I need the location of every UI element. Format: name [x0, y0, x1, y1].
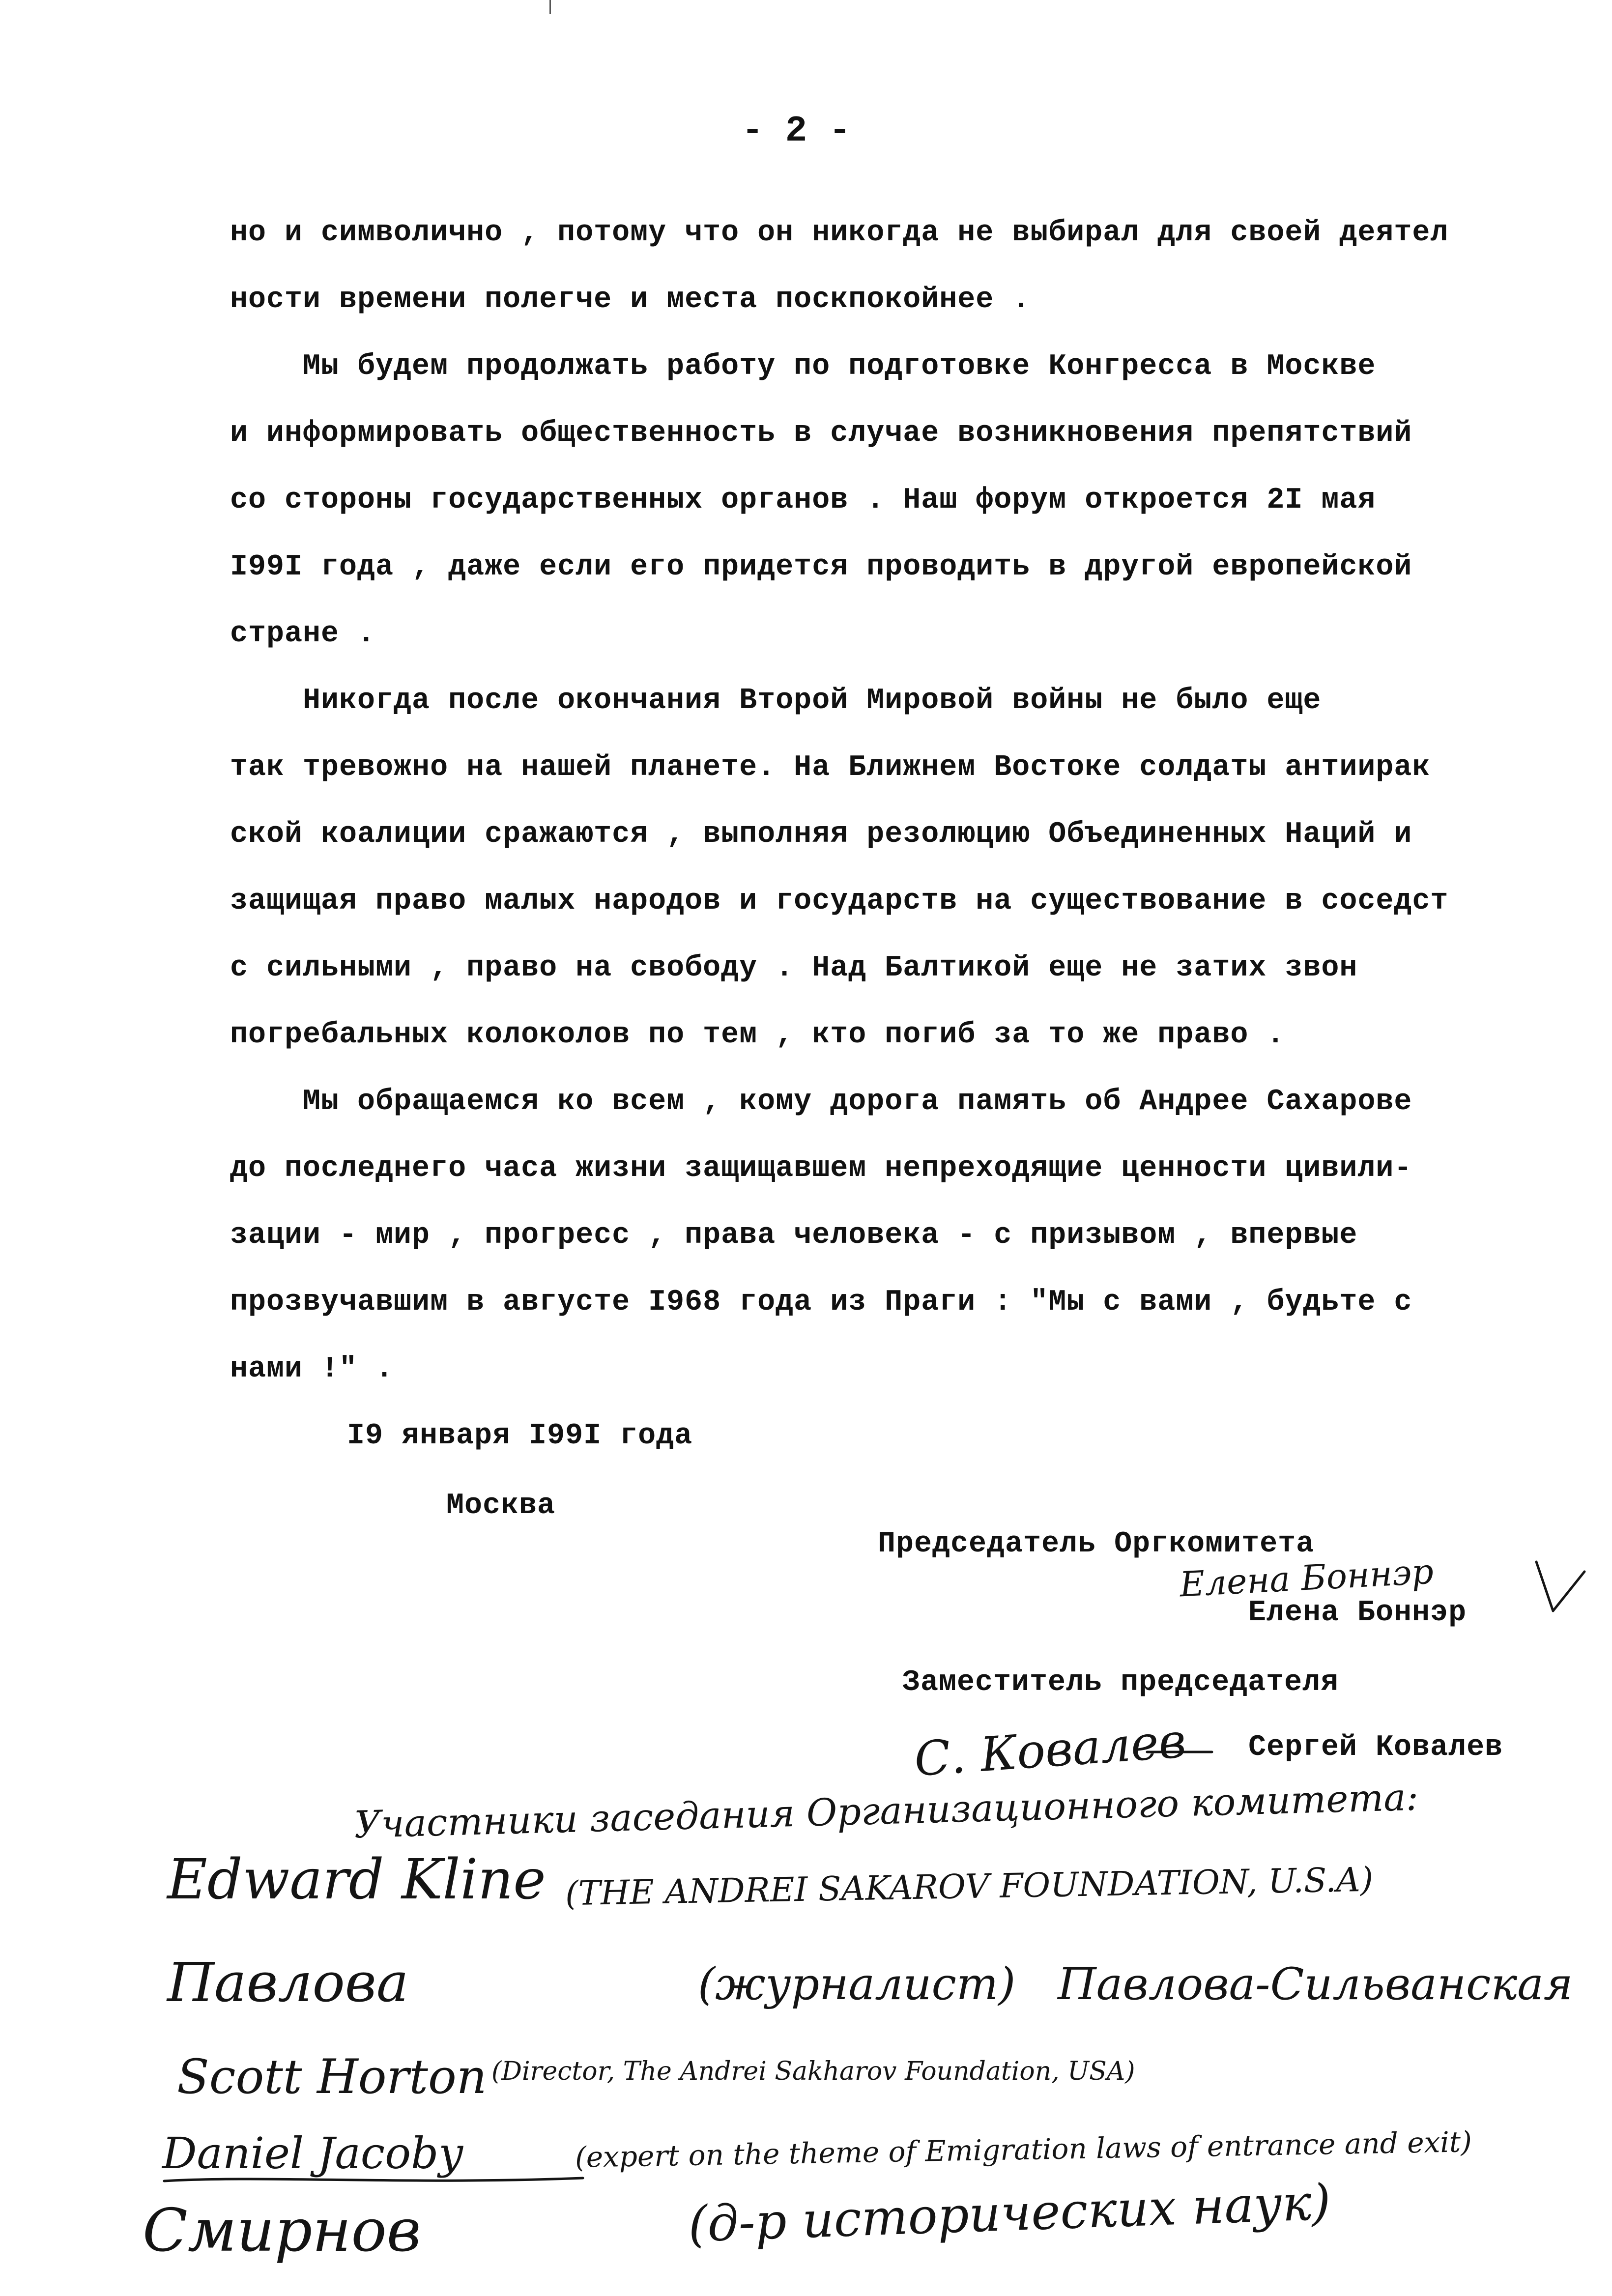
participant-signature: Scott Horton — [177, 2049, 487, 2104]
page-number: - 2 - — [741, 111, 851, 152]
participant-note: (expert on the theme of Emigration laws of entrance and exit) — [575, 2125, 1472, 2174]
participant-signature: Daniel Jacoby — [162, 2128, 463, 2179]
participant-note: (д-р исторических наук) — [687, 2173, 1332, 2253]
document-city: Москва — [446, 1489, 556, 1522]
paragraph-line: I99I года , даже если его придется проводить в другой европейской — [230, 550, 1412, 584]
paragraph-line: с сильными , право на свободу . Над Балтикой еще не затих звон — [230, 951, 1358, 985]
paragraph-line: Мы будем продолжать работу по подготовке Конгресса в Москве — [230, 350, 1376, 383]
paragraph-line: со стороны государственных органов . Наш форум откроется 2I мая — [230, 484, 1376, 517]
participant-signature: Смирнов — [143, 2197, 421, 2265]
scan-edge-mark — [549, 0, 551, 14]
paragraph-line: Никогда после окончания Второй Мировой войны не было еще — [230, 684, 1322, 718]
paragraph-line: погребальных колоколов по тем , кто погиб за то же право . — [230, 1018, 1285, 1052]
participant-note: (Director, The Andrei Sakharov Foundation, USA) — [491, 2057, 1135, 2086]
chair-title: Председатель Оргкомитета — [878, 1527, 1315, 1561]
deputy-title: Заместитель председателя — [902, 1666, 1339, 1699]
deputy-signature: С. Ковалев — [912, 1713, 1188, 1787]
paragraph-line: защищая право малых народов и государств на существование в соседст — [230, 885, 1449, 918]
paragraph-line: прозвучавшим в августе I968 года из Праги : "Мы с вами , будьте с — [230, 1286, 1412, 1319]
paragraph-line: нами !" . — [230, 1352, 394, 1386]
paragraph-line: стране . — [230, 617, 376, 651]
participant-note: (журналист) Павлова-Сильванская — [698, 1958, 1573, 2010]
participants-heading: Участники заседания Организационного комитета: — [353, 1775, 1419, 1847]
deputy-name: Сергей Ковалев — [1248, 1731, 1503, 1764]
deputy-signature-underline — [1145, 1747, 1214, 1757]
paragraph-line: но и символично , потому что он никогда не выбирал для своей деятел — [230, 216, 1449, 250]
paragraph-line: зации - мир , прогресс , права человека - с призывом , впервые — [230, 1219, 1358, 1252]
chair-signature-tail — [1533, 1557, 1587, 1616]
paragraph-line: Мы обращаемся ко всем , кому дорога память об Андрее Сахарове — [230, 1085, 1412, 1119]
paragraph-line: и информировать общественность в случае возникновения препятствий — [230, 417, 1412, 450]
chair-signature: Елена Боннэр — [1179, 1551, 1435, 1605]
participant-signature-underline — [162, 2172, 585, 2187]
participant-signature: Павлова — [167, 1951, 409, 2014]
paragraph-line: так тревожно на нашей планете. На Ближнем Востоке солдаты антиирак — [230, 751, 1431, 784]
participant-note: (THE ANDREI SAKAROV FOUNDATION, U.S.A) — [565, 1860, 1374, 1914]
paragraph-line: до последнего часа жизни защищавшем непреходящие ценности цивили- — [230, 1152, 1412, 1185]
paragraph-line: ности времени полегче и места поскпокойнее . — [230, 283, 1031, 316]
paragraph-line: ской коалиции сражаются , выполняя резолюцию Объединенных Наций и — [230, 818, 1412, 851]
chair-name: Елена Боннэр — [1248, 1596, 1467, 1630]
participant-signature: Edward Kline — [167, 1848, 546, 1912]
document-date: I9 января I99I года — [347, 1419, 693, 1453]
